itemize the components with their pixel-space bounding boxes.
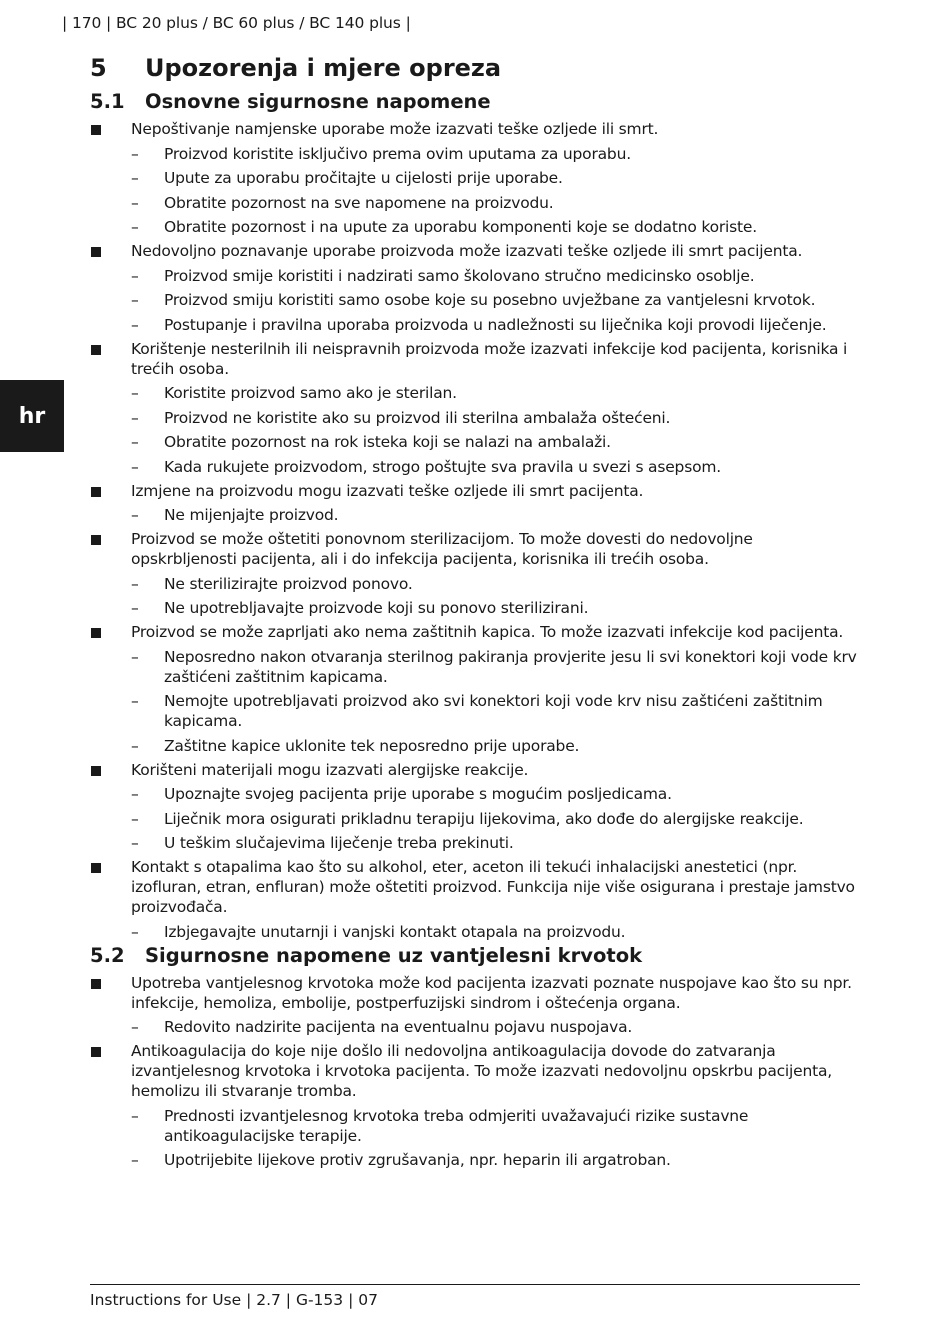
bullet-item <box>90 339 862 379</box>
bullet-item <box>90 529 862 569</box>
sub-item <box>90 432 862 452</box>
section-heading <box>90 88 862 115</box>
bullet-text: Nepoštivanje namjenske uporabe može izazvati teške ozljede ili smrt. <box>131 120 659 138</box>
section-title: Sigurnosne napomene uz vantjelesni krvotok <box>145 943 643 967</box>
dash-bullet-icon: – <box>131 736 139 755</box>
dash-bullet-icon: – <box>131 809 139 828</box>
document-body <box>90 52 862 1170</box>
section-heading <box>90 942 862 969</box>
dash-bullet-icon: – <box>131 834 139 852</box>
bullet-text: Korišteni materijali mogu izazvati alergijske reakcije. <box>131 760 529 779</box>
sub-item <box>90 1017 862 1037</box>
bullet-item <box>90 481 862 501</box>
dash-bullet-icon: – <box>131 433 139 451</box>
bullet-text: Upotreba vantjelesnog krvotoka može kod pacijenta izazvati poznate nuspojave kao što su npr. infekcije, hemoliza, embolije, postperfuzijski sindrom i oštećenja organa. <box>131 973 852 1012</box>
bullet-item <box>90 119 862 139</box>
sub-item-text: Proizvod smije koristiti i nadzirati samo školovano stručno medicinsko osoblje. <box>164 266 755 285</box>
bullet-item <box>90 760 862 780</box>
sub-item-text: Ne mijenjajte proizvod. <box>164 506 339 524</box>
sub-item-text: Obratite pozornost i na upute za uporabu komponenti koje se dodatno koriste. <box>164 218 757 236</box>
dash-bullet-icon: – <box>131 266 139 285</box>
sub-item-text: Obratite pozornost na sve napomene na proizvodu. <box>164 193 554 212</box>
sub-item-text: Upute za uporabu pročitajte u cijelosti prije uporabe. <box>164 169 563 187</box>
square-bullet-icon <box>91 487 101 497</box>
section-number: 5.2 <box>90 943 125 967</box>
sub-item <box>90 574 862 594</box>
square-bullet-icon <box>91 247 101 257</box>
dash-bullet-icon: – <box>131 144 139 163</box>
dash-bullet-icon: – <box>131 315 139 334</box>
sub-item-text: Proizvod smiju koristiti samo osobe koje su posebno uvježbane za vantjelesni krvotok. <box>164 291 816 309</box>
bullet-text: Izmjene na proizvodu mogu izazvati teške ozljede ili smrt pacijenta. <box>131 481 644 500</box>
sub-item-text: Proizvod koristite isključivo prema ovim uputama za uporabu. <box>164 144 631 163</box>
sub-item <box>90 168 862 188</box>
sub-item <box>90 193 862 213</box>
dash-bullet-icon: – <box>131 457 139 476</box>
dash-bullet-icon: – <box>131 1106 139 1125</box>
bullet-text: Korištenje nesterilnih ili neispravnih proizvoda može izazvati infekcije kod pacijenta, korisnika i trećih osoba. <box>131 339 848 378</box>
sub-item <box>90 1150 862 1170</box>
sub-item <box>90 691 862 731</box>
dash-bullet-icon: – <box>131 574 139 593</box>
dash-bullet-icon: – <box>131 193 139 212</box>
bullet-item <box>90 622 862 642</box>
sub-item-text: Proizvod ne koristite ako su proizvod ili sterilna ambalaža oštećeni. <box>164 408 671 427</box>
sub-item-text: Obratite pozornost na rok isteka koji se nalazi na ambalaži. <box>164 433 611 451</box>
bullet-text: Proizvod se može oštetiti ponovnom sterilizacijom. To može dovesti do nedovoljne opskrbljenosti pacijenta, ali i do infekcija pacijenta, korisnika ili trećih osoba. <box>131 530 753 568</box>
page-footer: Instructions for Use | 2.7 | G-153 | 07 <box>90 1291 378 1309</box>
square-bullet-icon <box>91 863 101 873</box>
sub-item <box>90 809 862 829</box>
sub-item <box>90 408 862 428</box>
sub-item-text: Koristite proizvod samo ako je sterilan. <box>164 384 457 402</box>
sub-item <box>90 647 862 687</box>
sub-item-text: U teškim slučajevima liječenje treba prekinuti. <box>164 834 514 852</box>
bullet-text: Nedovoljno poznavanje uporabe proizvoda može izazvati teške ozljede ili smrt pacijenta. <box>131 242 803 260</box>
square-bullet-icon <box>91 628 101 638</box>
bullet-item <box>90 973 862 1013</box>
dash-bullet-icon: – <box>131 408 139 427</box>
dash-bullet-icon: – <box>131 384 139 402</box>
bullet-item <box>90 1041 862 1101</box>
footer-divider <box>90 1284 860 1285</box>
sub-item <box>90 290 862 310</box>
chapter-heading <box>90 52 862 84</box>
language-tab: hr <box>0 380 64 452</box>
sub-item-text: Liječnik mora osigurati prikladnu terapiju lijekovima, ako dođe do alergijske reakcije. <box>164 809 804 828</box>
sub-item <box>90 383 862 403</box>
bullet-item <box>90 241 862 261</box>
square-bullet-icon <box>91 125 101 135</box>
page-header: | 170 | BC 20 plus / BC 60 plus / BC 140 plus | <box>62 14 411 32</box>
dash-bullet-icon: – <box>131 1151 139 1169</box>
sub-item-text: Neposredno nakon otvaranja sterilnog pakiranja provjerite jesu li svi konektori koji vode krv zaštićeni zaštitnim kapicama. <box>164 647 857 686</box>
sub-item <box>90 457 862 477</box>
dash-bullet-icon: – <box>131 692 139 710</box>
sub-item <box>90 217 862 237</box>
square-bullet-icon <box>91 766 101 776</box>
sub-item <box>90 736 862 756</box>
square-bullet-icon <box>91 535 101 545</box>
bullet-text: Kontakt s otapalima kao što su alkohol, eter, aceton ili tekući inhalacijski anestetici (npr. izofluran, etran, enfluran) može oštetiti proizvod. Funkcija nije više osigurana i prestaje jamstvo proizvođača. <box>131 858 855 916</box>
dash-bullet-icon: – <box>131 218 139 236</box>
sub-item-text: Izbjegavajte unutarnji i vanjski kontakt otapala na proizvodu. <box>164 922 626 941</box>
sub-item <box>90 922 862 942</box>
bullet-item <box>90 857 862 917</box>
square-bullet-icon <box>91 979 101 989</box>
sub-item <box>90 266 862 286</box>
sub-item-text: Prednosti izvantjelesnog krvotoka treba odmjeriti uvažavajući rizike sustavne antikoagulacijske terapije. <box>164 1106 749 1145</box>
sub-item-text: Kada rukujete proizvodom, strogo poštujte sva pravila u svezi s asepsom. <box>164 457 721 476</box>
square-bullet-icon <box>91 345 101 355</box>
sub-item <box>90 598 862 618</box>
sub-item-text: Nemojte upotrebljavati proizvod ako svi konektori koji vode krv nisu zaštićeni zaštitnim kapicama. <box>164 692 823 730</box>
sub-item-text: Upoznajte svojeg pacijenta prije uporabe s mogućim posljedicama. <box>164 785 672 803</box>
dash-bullet-icon: – <box>131 1018 139 1036</box>
dash-bullet-icon: – <box>131 169 139 187</box>
sub-item-text: Redovito nadzirite pacijenta na eventualnu pojavu nuspojava. <box>164 1018 633 1036</box>
sub-item-text: Ne sterilizirajte proizvod ponovo. <box>164 574 413 593</box>
dash-bullet-icon: – <box>131 922 139 941</box>
sub-item-text: Zaštitne kapice uklonite tek neposredno prije uporabe. <box>164 736 580 755</box>
sub-item <box>90 144 862 164</box>
dash-bullet-icon: – <box>131 599 139 617</box>
dash-bullet-icon: – <box>131 785 139 803</box>
section-title: Osnovne sigurnosne napomene <box>145 90 491 113</box>
bullet-text: Antikoagulacija do koje nije došlo ili nedovoljna antikoagulacija dovode do zatvaranja izvantjelesnog krvotoka i krvotoka pacijenta. To može izazvati nedovoljnu opskrbu pacijenta, hemolizu ili stvaranje tromba. <box>131 1042 833 1100</box>
dash-bullet-icon: – <box>131 647 139 666</box>
square-bullet-icon <box>91 1047 101 1057</box>
chapter-title: Upozorenja i mjere opreza <box>145 54 502 82</box>
sub-item-text: Ne upotrebljavajte proizvode koji su ponovo sterilizirani. <box>164 599 589 617</box>
sub-item-text: Upotrijebite lijekove protiv zgrušavanja, npr. heparin ili argatroban. <box>164 1151 671 1169</box>
sub-item <box>90 505 862 525</box>
sub-item <box>90 1106 862 1146</box>
sub-item <box>90 315 862 335</box>
bullet-text: Proizvod se može zaprljati ako nema zaštitnih kapica. To može izazvati infekcije kod pacijenta. <box>131 623 844 641</box>
section-number: 5.1 <box>90 90 125 113</box>
dash-bullet-icon: – <box>131 291 139 309</box>
chapter-number: 5 <box>90 54 107 82</box>
sub-item-text: Postupanje i pravilna uporaba proizvoda u nadležnosti su liječnika koji provodi liječenje. <box>164 315 827 334</box>
sub-item <box>90 833 862 853</box>
sub-item <box>90 784 862 804</box>
dash-bullet-icon: – <box>131 506 139 524</box>
